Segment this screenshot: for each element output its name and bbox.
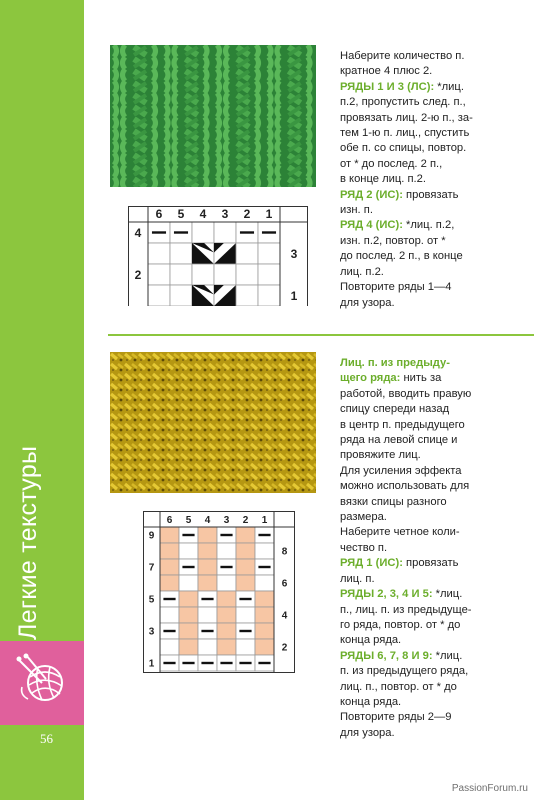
line-text: п., лиц. п. из предыдуще- bbox=[340, 603, 472, 616]
row-heading: РЯД 1 (ИС): bbox=[340, 557, 403, 570]
row-label: 4 bbox=[134, 225, 142, 240]
instruction-line bbox=[340, 95, 530, 110]
row-label: 1 bbox=[148, 658, 155, 670]
line-text: в центр п. предыдущего bbox=[340, 418, 465, 431]
instruction-line bbox=[340, 587, 530, 602]
instruction-line bbox=[340, 80, 530, 95]
instruction-line bbox=[340, 126, 530, 141]
row-label: 5 bbox=[148, 594, 155, 606]
column-label: 2 bbox=[242, 515, 249, 526]
row-label: 6 bbox=[281, 578, 288, 590]
chart-cell bbox=[198, 575, 217, 591]
instruction-line bbox=[340, 479, 530, 494]
chart-cell bbox=[198, 543, 217, 559]
chart-cell bbox=[214, 222, 236, 243]
instruction-line bbox=[340, 525, 530, 540]
row-label: 8 bbox=[281, 546, 288, 558]
instruction-line bbox=[340, 188, 530, 203]
instruction-line bbox=[340, 710, 530, 725]
chart-cell bbox=[236, 543, 255, 559]
chart-cell bbox=[160, 527, 179, 543]
instruction-line bbox=[340, 618, 530, 633]
line-text: обе п. со спицы, повтор. bbox=[340, 142, 467, 155]
line-text: *лиц. bbox=[432, 588, 463, 601]
chart-cell bbox=[236, 243, 258, 264]
line-text: Повторите ряды 2—9 bbox=[340, 711, 452, 724]
instruction-line bbox=[340, 371, 530, 386]
row-heading: Лиц. п. из предыду- bbox=[340, 357, 450, 369]
line-text: провязать bbox=[402, 557, 459, 570]
section-title: Легкие текстуры bbox=[14, 445, 42, 640]
chart-cell bbox=[217, 607, 236, 623]
instruction-line bbox=[340, 234, 530, 249]
instruction-line bbox=[340, 49, 530, 64]
row-label: 9 bbox=[148, 530, 155, 542]
chart-cell bbox=[160, 639, 179, 655]
column-label: 4 bbox=[199, 207, 207, 221]
chart-cell bbox=[255, 543, 274, 559]
row-label: 3 bbox=[148, 626, 155, 638]
chart-cell bbox=[217, 639, 236, 655]
chart-cell bbox=[179, 607, 198, 623]
column-label: 1 bbox=[265, 207, 273, 221]
line-text: работой, вводить правую bbox=[340, 387, 472, 400]
instruction-line bbox=[340, 265, 530, 280]
column-label: 3 bbox=[221, 207, 229, 221]
instructions-2 bbox=[340, 356, 530, 741]
instruction-line bbox=[340, 510, 530, 525]
line-text: п.2, пропустить след. п., bbox=[340, 96, 466, 109]
chart-cell bbox=[179, 543, 198, 559]
row-heading: РЯДЫ 2, 3, 4 И 5: bbox=[340, 588, 433, 601]
chart-cell bbox=[255, 639, 274, 655]
chart-cell bbox=[198, 639, 217, 655]
line-text: лиц. п., повтор. от * до bbox=[340, 680, 457, 693]
chart-cell bbox=[160, 575, 179, 591]
line-text: изн. п. bbox=[340, 204, 373, 217]
column-label: 6 bbox=[155, 207, 163, 221]
instruction-line bbox=[340, 64, 530, 79]
row-heading: РЯД 4 (ИС): bbox=[340, 219, 403, 232]
chart-cell bbox=[258, 264, 280, 285]
line-text: кратное 4 плюс 2. bbox=[340, 65, 433, 78]
chart-cell bbox=[179, 575, 198, 591]
chart-cell bbox=[217, 591, 236, 607]
instruction-line bbox=[340, 495, 530, 510]
instruction-line bbox=[340, 356, 530, 371]
instruction-line bbox=[340, 541, 530, 556]
column-label: 1 bbox=[261, 515, 268, 526]
chart-cell bbox=[258, 243, 280, 264]
column-label: 5 bbox=[185, 515, 192, 526]
line-text: чество п. bbox=[340, 541, 388, 554]
chart-cell bbox=[160, 607, 179, 623]
instruction-line bbox=[340, 172, 530, 187]
instruction-line bbox=[340, 633, 530, 648]
row-heading: РЯДЫ 6, 7, 8 И 9: bbox=[340, 649, 433, 662]
chart-2 bbox=[143, 511, 295, 675]
chart-cell bbox=[170, 285, 192, 306]
line-text: *лиц. bbox=[432, 649, 463, 662]
chart-cell bbox=[217, 575, 236, 591]
column-label: 6 bbox=[166, 515, 173, 526]
line-text: провяжите лиц. bbox=[340, 449, 421, 462]
line-text: провязать лиц. 2-ю п., за- bbox=[340, 111, 473, 124]
page-number: 56 bbox=[40, 731, 53, 746]
row-label: 2 bbox=[134, 267, 142, 282]
instruction-line bbox=[340, 664, 530, 679]
chart-cell bbox=[198, 559, 217, 575]
yarn-ball-icon bbox=[16, 653, 68, 705]
line-text: п. из предыдущего ряда, bbox=[340, 665, 469, 678]
instruction-line bbox=[340, 402, 530, 417]
chart-1 bbox=[128, 206, 308, 306]
line-text: до послед. 2 п., в конце bbox=[340, 250, 463, 263]
row-heading: РЯД 2 (ИС): bbox=[340, 188, 403, 201]
row-label: 4 bbox=[281, 610, 288, 622]
chart-cell bbox=[170, 243, 192, 264]
column-label: 5 bbox=[177, 207, 185, 221]
row-label: 1 bbox=[290, 288, 298, 303]
chart-cell bbox=[198, 607, 217, 623]
chart-cell bbox=[148, 285, 170, 306]
instruction-line bbox=[340, 111, 530, 126]
chart-cell bbox=[255, 575, 274, 591]
line-text: конца ряда. bbox=[340, 634, 402, 647]
instruction-line bbox=[340, 280, 530, 295]
chart-cell bbox=[170, 264, 192, 285]
chart-cell bbox=[217, 623, 236, 639]
instruction-line bbox=[340, 387, 530, 402]
chart-cell bbox=[217, 543, 236, 559]
watermark: PassionForum.ru bbox=[451, 783, 528, 794]
line-text: изн. п.2, повтор. от * bbox=[340, 234, 446, 247]
chart-cell bbox=[258, 285, 280, 306]
line-text: размера. bbox=[340, 511, 387, 524]
line-text: Наберите количество п. bbox=[340, 50, 465, 62]
chart-cell bbox=[236, 639, 255, 655]
instruction-line bbox=[340, 203, 530, 218]
instructions-1 bbox=[340, 49, 530, 311]
line-text: в конце лиц. п.2. bbox=[340, 173, 426, 186]
line-text: нить за bbox=[400, 372, 442, 385]
line-text: лиц. п. bbox=[340, 572, 375, 585]
line-text: го ряда, повтор. от * до bbox=[340, 618, 461, 631]
chart-cell bbox=[192, 264, 214, 285]
chart-cell bbox=[214, 264, 236, 285]
chart-cell bbox=[179, 623, 198, 639]
chart-cell bbox=[160, 543, 179, 559]
chart-cell bbox=[255, 591, 274, 607]
line-text: вязки спицы разного bbox=[340, 495, 447, 508]
chart-cell bbox=[236, 559, 255, 575]
instruction-line bbox=[340, 572, 530, 587]
instruction-line bbox=[340, 448, 530, 463]
chart-cell bbox=[179, 591, 198, 607]
instruction-line bbox=[340, 249, 530, 264]
chart-cell bbox=[160, 559, 179, 575]
instruction-line bbox=[340, 433, 530, 448]
line-text: можно использовать для bbox=[340, 480, 470, 493]
chart-cell bbox=[198, 527, 217, 543]
row-heading: щего ряда: bbox=[340, 372, 401, 385]
column-label: 3 bbox=[223, 515, 230, 526]
line-text: ряда на левой спице и bbox=[340, 434, 458, 447]
instruction-line bbox=[340, 680, 530, 695]
section-divider bbox=[108, 334, 534, 336]
instruction-line bbox=[340, 556, 530, 571]
line-text: лиц. п.2. bbox=[340, 265, 384, 278]
instruction-line bbox=[340, 464, 530, 479]
knit-photo-yellow bbox=[110, 352, 316, 493]
instruction-line bbox=[340, 418, 530, 433]
row-heading: РЯДЫ 1 И 3 (ЛС): bbox=[340, 80, 435, 93]
chart-cell bbox=[179, 639, 198, 655]
line-text: *лиц. bbox=[434, 80, 464, 93]
instruction-line bbox=[340, 141, 530, 156]
chart-cell bbox=[236, 264, 258, 285]
line-text: Наберите четное коли- bbox=[340, 526, 460, 539]
instruction-line bbox=[340, 649, 530, 664]
row-label: 7 bbox=[148, 562, 155, 574]
chart-cell bbox=[192, 222, 214, 243]
instruction-line bbox=[340, 157, 530, 172]
chart-cell bbox=[236, 285, 258, 306]
chart-cell bbox=[148, 264, 170, 285]
line-text: Для усиления эффекта bbox=[340, 464, 462, 477]
row-label: 2 bbox=[281, 642, 288, 654]
column-label: 2 bbox=[243, 207, 251, 221]
line-text: спицу спереди назад bbox=[340, 403, 450, 416]
chart-cell bbox=[236, 607, 255, 623]
column-label: 4 bbox=[204, 515, 211, 526]
instruction-line bbox=[340, 296, 530, 311]
instruction-line bbox=[340, 603, 530, 618]
chart-cell bbox=[255, 623, 274, 639]
chart-cell bbox=[236, 575, 255, 591]
line-text: *лиц. п.2, bbox=[402, 219, 455, 232]
line-text: конца ряда. bbox=[340, 695, 402, 708]
line-text: для узора. bbox=[340, 726, 395, 739]
line-text: Повторите ряды 1—4 bbox=[340, 281, 452, 294]
instruction-line bbox=[340, 726, 530, 741]
row-label: 3 bbox=[290, 246, 298, 261]
instruction-line bbox=[340, 695, 530, 710]
line-text: провязать bbox=[402, 188, 459, 201]
line-text: тем 1-ю п. лиц., спустить bbox=[340, 127, 470, 140]
instruction-line bbox=[340, 218, 530, 233]
chart-cell bbox=[255, 607, 274, 623]
chart-cell bbox=[148, 243, 170, 264]
knit-photo-green bbox=[110, 45, 316, 187]
chart-cell bbox=[236, 527, 255, 543]
line-text: от * до послед. 2 п., bbox=[340, 157, 443, 170]
line-text: для узора. bbox=[340, 296, 395, 309]
